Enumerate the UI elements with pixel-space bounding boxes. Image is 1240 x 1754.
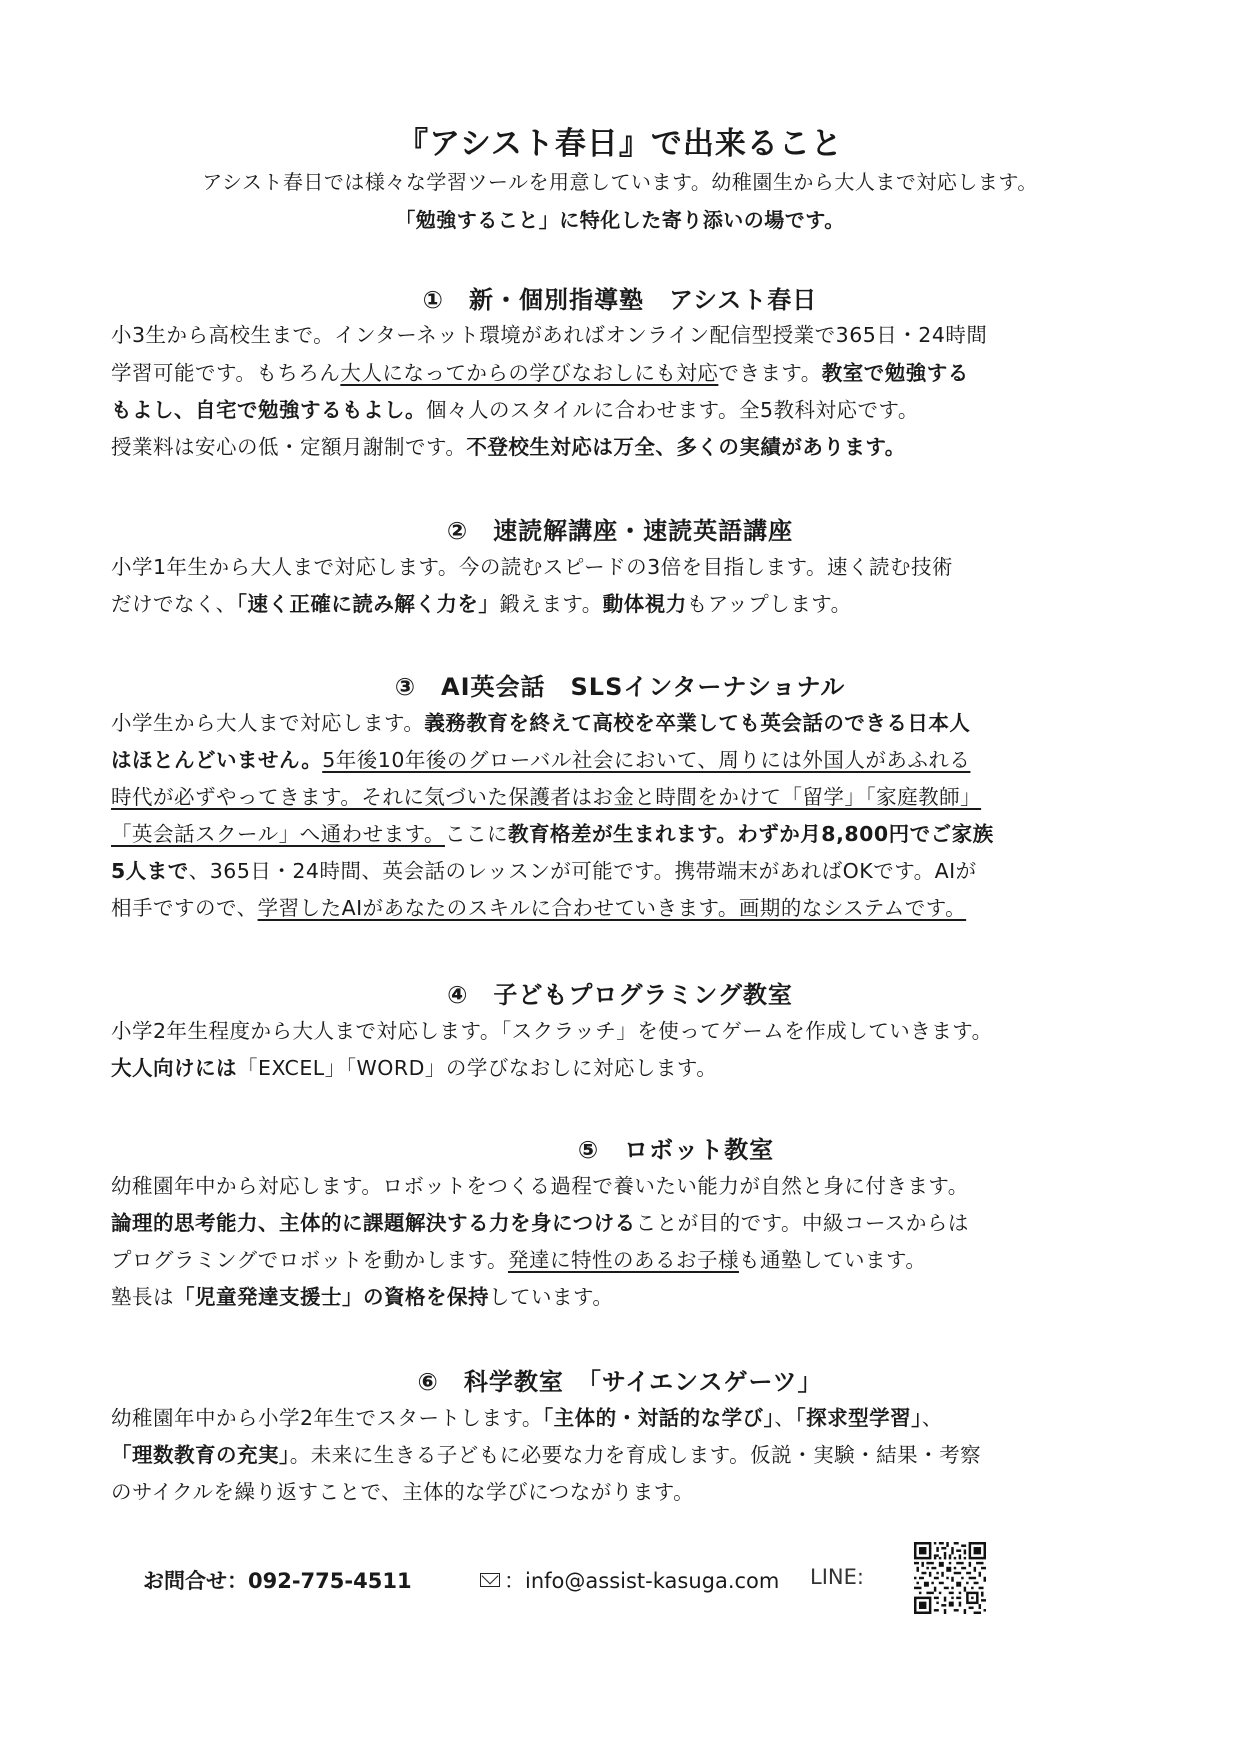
page-tagline: 「勉強すること」に特化した寄り添いの場です。 <box>395 208 845 232</box>
section-6-line-3: のサイクルを繰り返すことで、主体的な学びにつながります。 <box>111 1480 695 1504</box>
section-1-line-2: 学習可能です。もちろん大人になってからの学びなおしにも対応できます。教室で勉強する <box>111 361 969 385</box>
section-2-line-1: 小学1年生から大人まで対応します。今の読むスピードの3倍を目指します。速く読む技術 <box>111 555 953 579</box>
section-3-line-4: 「英会話スクール」へ通わせます。ここに教育格差が生まれます。わずか月8,800円でご家族 <box>111 822 994 846</box>
line-qr-code[interactable] <box>914 1542 986 1614</box>
section-5-line-4: 塾長は「児童発達支援士」の資格を保持しています。 <box>111 1285 614 1309</box>
section-1-heading: ① 新・個別指導塾 アシスト春日 <box>422 286 818 314</box>
section-5-heading: ⑤ ロボット教室 <box>577 1136 775 1164</box>
page-subtitle: アシスト春日では様々な学習ツールを用意しています。幼稚園生から大人まで対応します。 <box>202 170 1038 194</box>
section-4-line-2: 大人向けには「EXCEL」「WORD」の学びなおしに対応します。 <box>111 1056 718 1080</box>
section-4-line-1: 小学2年生程度から大人まで対応します。「スクラッチ」を使ってゲームを作成していきます。 <box>111 1019 993 1043</box>
section-6-line-1: 幼稚園年中から小学2年生でスタートします。「主体的・対話的な学び」、「探求型学習」、 <box>111 1406 943 1430</box>
section-5-line-1: 幼稚園年中から対応します。ロボットをつくる過程で養いたい能力が自然と身に付きます。 <box>111 1174 969 1198</box>
section-4-heading: ④ 子どもプログラミング教室 <box>447 981 793 1009</box>
contact-email[interactable] <box>480 1565 779 1595</box>
line-label: LINE: <box>810 1565 864 1589</box>
section-5-line-3: プログラミングでロボットを動かします。発達に特性のあるお子様も通塾しています。 <box>111 1248 927 1272</box>
section-2-heading: ② 速読解講座・速読英語講座 <box>446 517 794 545</box>
section-1-line-4: 授業料は安心の低・定額月謝制です。不登校生対応は万全、多くの実績があります。 <box>111 435 906 459</box>
section-3-line-3: 時代が必ずやってきます。それに気づいた保護者はお金と時間をかけて「留学」「家庭教師」 <box>111 785 982 809</box>
section-3-line-2: はほとんどいません。5年後10年後のグローバル社会において、周りには外国人があふれる <box>111 748 971 772</box>
page-title: 『アシスト春日』で出来ること <box>397 126 843 162</box>
section-6-line-2: 「理数教育の充実」。未来に生きる子どもに必要な力を育成します。仮説・実験・結果・考察 <box>111 1443 982 1467</box>
section-2-line-2: だけでなく、「速く正確に読み解く力を」鍛えます。動体視力もアップします。 <box>111 592 852 616</box>
contact-email-text: ：info@assist-kasuga.com <box>504 1569 780 1593</box>
section-6-heading: ⑥ 科学教室 「サイエンスゲーツ」 <box>417 1368 823 1396</box>
mail-icon <box>480 1573 500 1587</box>
contact-phone: お問合せ：092-775-4511 <box>143 1569 412 1593</box>
section-3-line-5: 5人まで、365日・24時間、英会話のレッスンが可能です。携帯端末があればOKです。AIが <box>111 859 977 883</box>
section-5-line-2: 論理的思考能力、主体的に課題解決する力を身につけることが目的です。中級コースからは <box>111 1211 969 1235</box>
section-1-line-1: 小3生から高校生まで。インターネット環境があればオンライン配信型授業で365日・24時間 <box>111 323 988 347</box>
section-3-line-6: 相手ですので、学習したAIがあなたのスキルに合わせていきます。画期的なシステムです。 <box>111 896 967 920</box>
section-3-line-1: 小学生から大人まで対応します。義務教育を終えて高校を卒業しても英会話のできる日本人 <box>111 711 971 735</box>
section-3-heading: ③ AI英会話 SLSインターナショナル <box>394 673 846 701</box>
section-1-line-3: もよし、自宅で勉強するもよし。個々人のスタイルに合わせます。全5教科対応です。 <box>111 398 919 422</box>
